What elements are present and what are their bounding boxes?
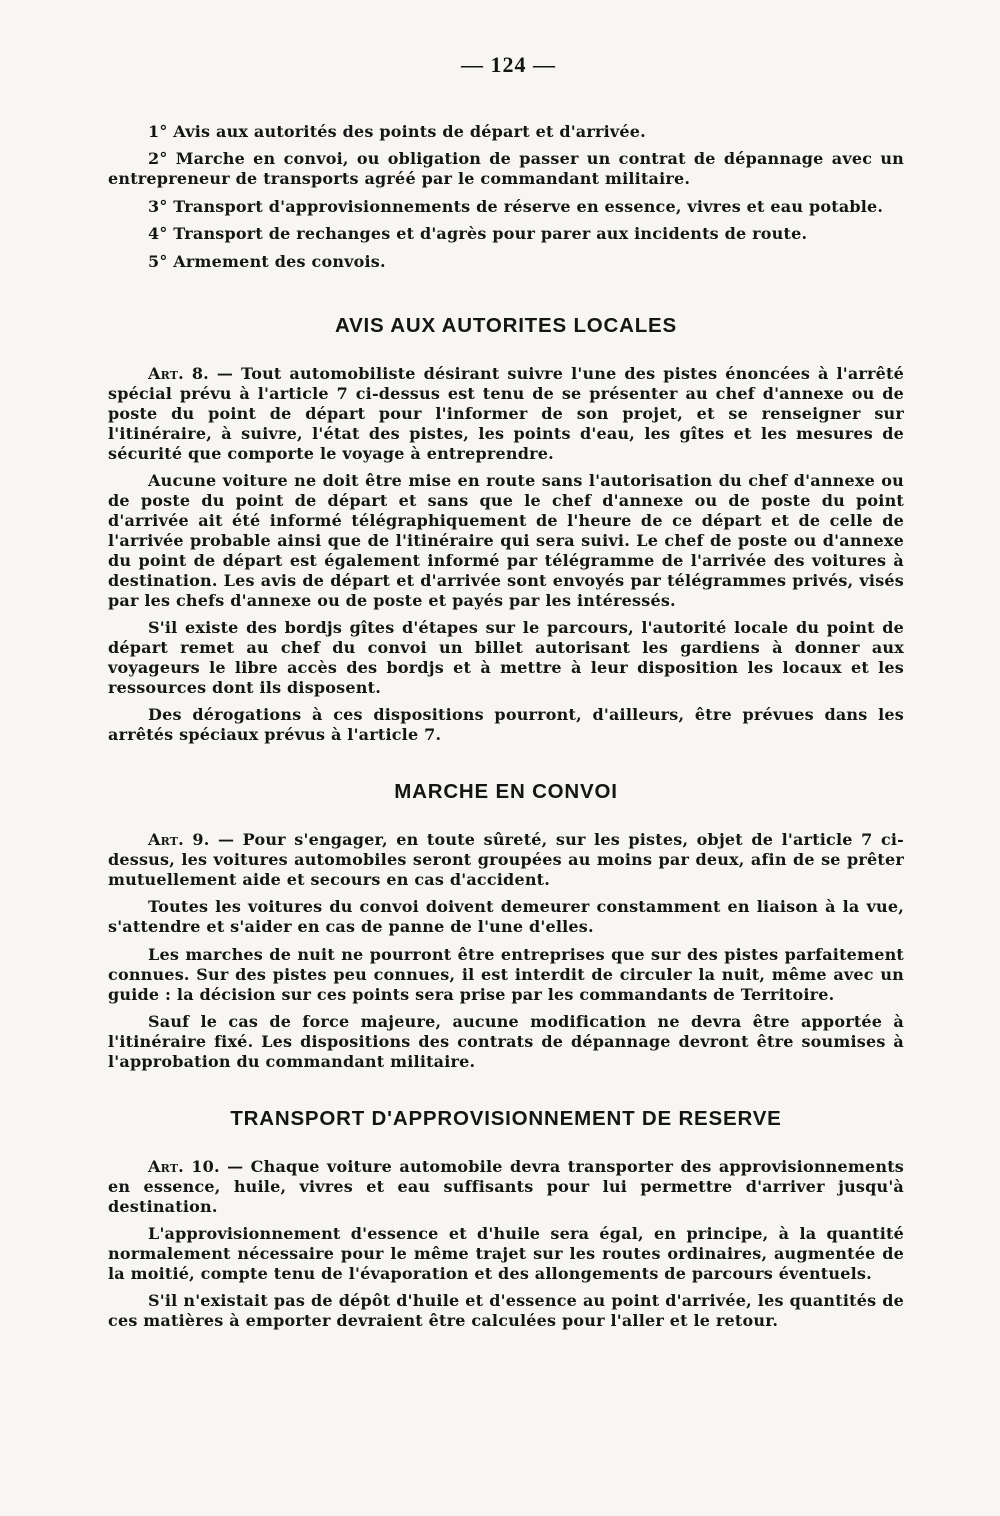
article-paragraph [108, 364, 904, 464]
article-label: Art. 10. [148, 1156, 220, 1176]
paragraph: S'il n'existait pas de dépôt d'huile et d'essence au point d'arrivée, les quantités de ces matières à emporter devraient être calculées pour l'aller et le retour. [108, 1291, 904, 1331]
section-title: TRANSPORT D'APPROVISIONNEMENT DE RESERVE [230, 1106, 782, 1130]
paragraph: Des dérogations à ces dispositions pourront, d'ailleurs, être prévues dans les arrêtés spéciaux prévus à l'article 7. [108, 705, 904, 745]
paragraph: Aucune voiture ne doit être mise en route sans l'autorisation du chef d'annexe ou de poste du point de départ et sans que le chef d'annexe ou de poste du point d'arrivée ait été informé télégraphiquement de l'heure de ce départ et de celle de l'arrivée probable ainsi que de l'itinéraire qui sera suivi. Le chef de poste ou d'annexe du point de départ est également informé par télégramme de l'arrivée des voitures à destination. Les avis de départ et d'arrivée sont envoyés par télégrammes privés, visés par les chefs d'annexe ou de poste et payés par les intéressés. [108, 471, 904, 610]
list-item: 2° Marche en convoi, ou obligation de passer un contrat de dépannage avec un entrepreneur de transports agréé par le commandant militaire. [108, 149, 904, 189]
article-paragraph [108, 830, 904, 890]
paragraph: L'approvisionnement d'essence et d'huile sera égal, en principe, à la quantité normalement nécessaire pour le même trajet sur les routes ordinaires, augmentée de la moitié, compte tenu de l'évaporation et des allongements de parcours éventuels. [108, 1223, 904, 1283]
section-title: AVIS AUX AUTORITES LOCALES [335, 314, 677, 338]
paragraph: S'il existe des bordjs gîtes d'étapes sur le parcours, l'autorité locale du point de départ remet au chef du convoi un billet autorisant les gardiens à donner aux voyageurs le libre accès des bordjs et à mettre à leur disposition les locaux et les ressources dont ils disposent. [108, 618, 904, 698]
article-text: — Pour s'engager, en toute sûreté, sur les pistes, objet de l'article 7 ci-dessus, les voitures automobiles seront groupées au moins par deux, afin de se prêter mutuellement aide et secours en cas d'accident. [108, 830, 904, 890]
article-text: — Chaque voiture automobile devra transporter des approvisionnements en essence, huile, vivres et eau suffisants pour lui permettre d'arriver jusqu'à destination. [108, 1156, 904, 1216]
article-label: Art. 9. [148, 830, 210, 850]
article-label: Art. 8. [148, 364, 209, 384]
list-item: 3° Transport d'approvisionnements de réserve en essence, vivres et eau potable. [148, 196, 884, 216]
paragraph: Sauf le cas de force majeure, aucune modification ne devra être apportée à l'itinéraire fixé. Les dispositions des contrats de dépannage devront être soumises à l'approbation du commandant militaire. [108, 1012, 904, 1071]
article-text: — Tout automobiliste désirant suivre l'une des pistes énoncées à l'arrêté spécial prévu à l'article 7 ci-dessus est tenu de se présenter au chef d'annexe ou de poste du point de départ pour l'informer de son projet, et se renseigner sur l'itinéraire, à suivre, l'état des pistes, les points d'eau, les gîtes et les mesures de sécurité que comporte le voyage à entreprendre. [108, 364, 904, 464]
list-item: 1° Avis aux autorités des points de départ et d'arrivée. [148, 122, 646, 141]
article-paragraph [108, 1157, 904, 1217]
list-item: 4° Transport de rechanges et d'agrès pour parer aux incidents de route. [148, 224, 808, 244]
section-title: MARCHE EN CONVOI [394, 780, 618, 804]
requirements-list [108, 122, 904, 271]
list-item: 5° Armement des convois. [148, 251, 386, 271]
document-page [108, 52, 904, 1338]
paragraph: Les marches de nuit ne pourront être entreprises que sur des pistes parfaitement connues. Sur des pistes peu connues, il est interdit de circuler la nuit, même avec un guide : la décision sur ces points sera prise par les commandants de Territoire. [108, 944, 904, 1004]
page-number: — 124 — [461, 52, 556, 77]
paragraph: Toutes les voitures du convoi doivent demeurer constamment en liaison à la vue, s'attendre et s'aider en cas de panne de l'une d'elles. [108, 897, 904, 937]
